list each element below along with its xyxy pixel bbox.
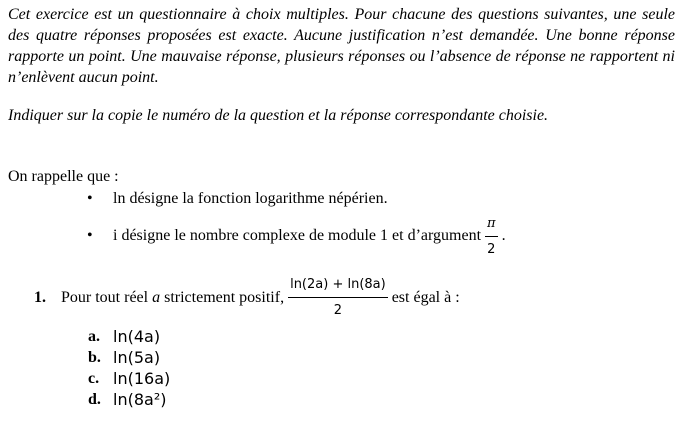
option-d[interactable] <box>88 389 170 410</box>
fraction-denominator: 2 <box>333 303 343 318</box>
question-text-middle: strictement positif, <box>164 289 285 306</box>
bullet-text: i désigne le nombre complexe de module 1 et d’argument <box>113 227 482 245</box>
bullet-item-i <box>87 213 506 260</box>
option-letter: c. <box>88 369 100 387</box>
bullet-text: ln désigne la fonction logarithme népérien. <box>113 190 388 207</box>
question-variable: a <box>152 289 161 306</box>
option-letter: b. <box>88 348 101 366</box>
bullet-item-ln <box>87 188 388 209</box>
intro-paragraph: Cet exercice est un questionnaire à choix multiples. Pour chacune des questions suivantes, une seule des quatre réponses proposées est exacte. Aucune justification n’est demandée. Une bonne réponse rapporte un point. Une mauvaise réponse, plusieurs réponses ou l’absence de réponse ne rapportent ni n’enlèvent aucun point. <box>8 6 675 86</box>
option-c[interactable] <box>88 368 170 389</box>
option-expression: ln(8a²) <box>113 390 167 409</box>
question-number: 1. <box>34 289 46 306</box>
option-a[interactable] <box>88 326 170 347</box>
fraction-denominator: 2 <box>487 242 496 257</box>
answer-options <box>88 326 170 410</box>
option-letter: d. <box>88 390 101 408</box>
fraction-numerator: ln(2a) + ln(8a) <box>288 274 388 298</box>
pi-over-two-fraction <box>485 213 498 260</box>
question-text-before: Pour tout réel <box>61 289 149 306</box>
question-fraction <box>288 274 388 321</box>
fraction-numerator: π <box>485 213 498 237</box>
recall-heading: On rappelle que : <box>8 168 119 185</box>
option-b[interactable] <box>88 347 170 368</box>
bullet-icon: • <box>87 190 93 207</box>
option-expression: ln(4a) <box>113 327 161 346</box>
question-1 <box>34 274 460 321</box>
bullet-end-punctuation: . <box>497 227 506 245</box>
question-text-after: est égal à : <box>391 289 460 306</box>
exercise-intro <box>8 4 675 88</box>
option-letter: a. <box>88 327 100 345</box>
instruction-text: Indiquer sur la copie le numéro de la question et la réponse correspondante choisie. <box>8 107 549 124</box>
option-expression: ln(16a) <box>113 369 171 388</box>
bullet-icon: • <box>87 227 93 245</box>
option-expression: ln(5a) <box>113 348 161 367</box>
